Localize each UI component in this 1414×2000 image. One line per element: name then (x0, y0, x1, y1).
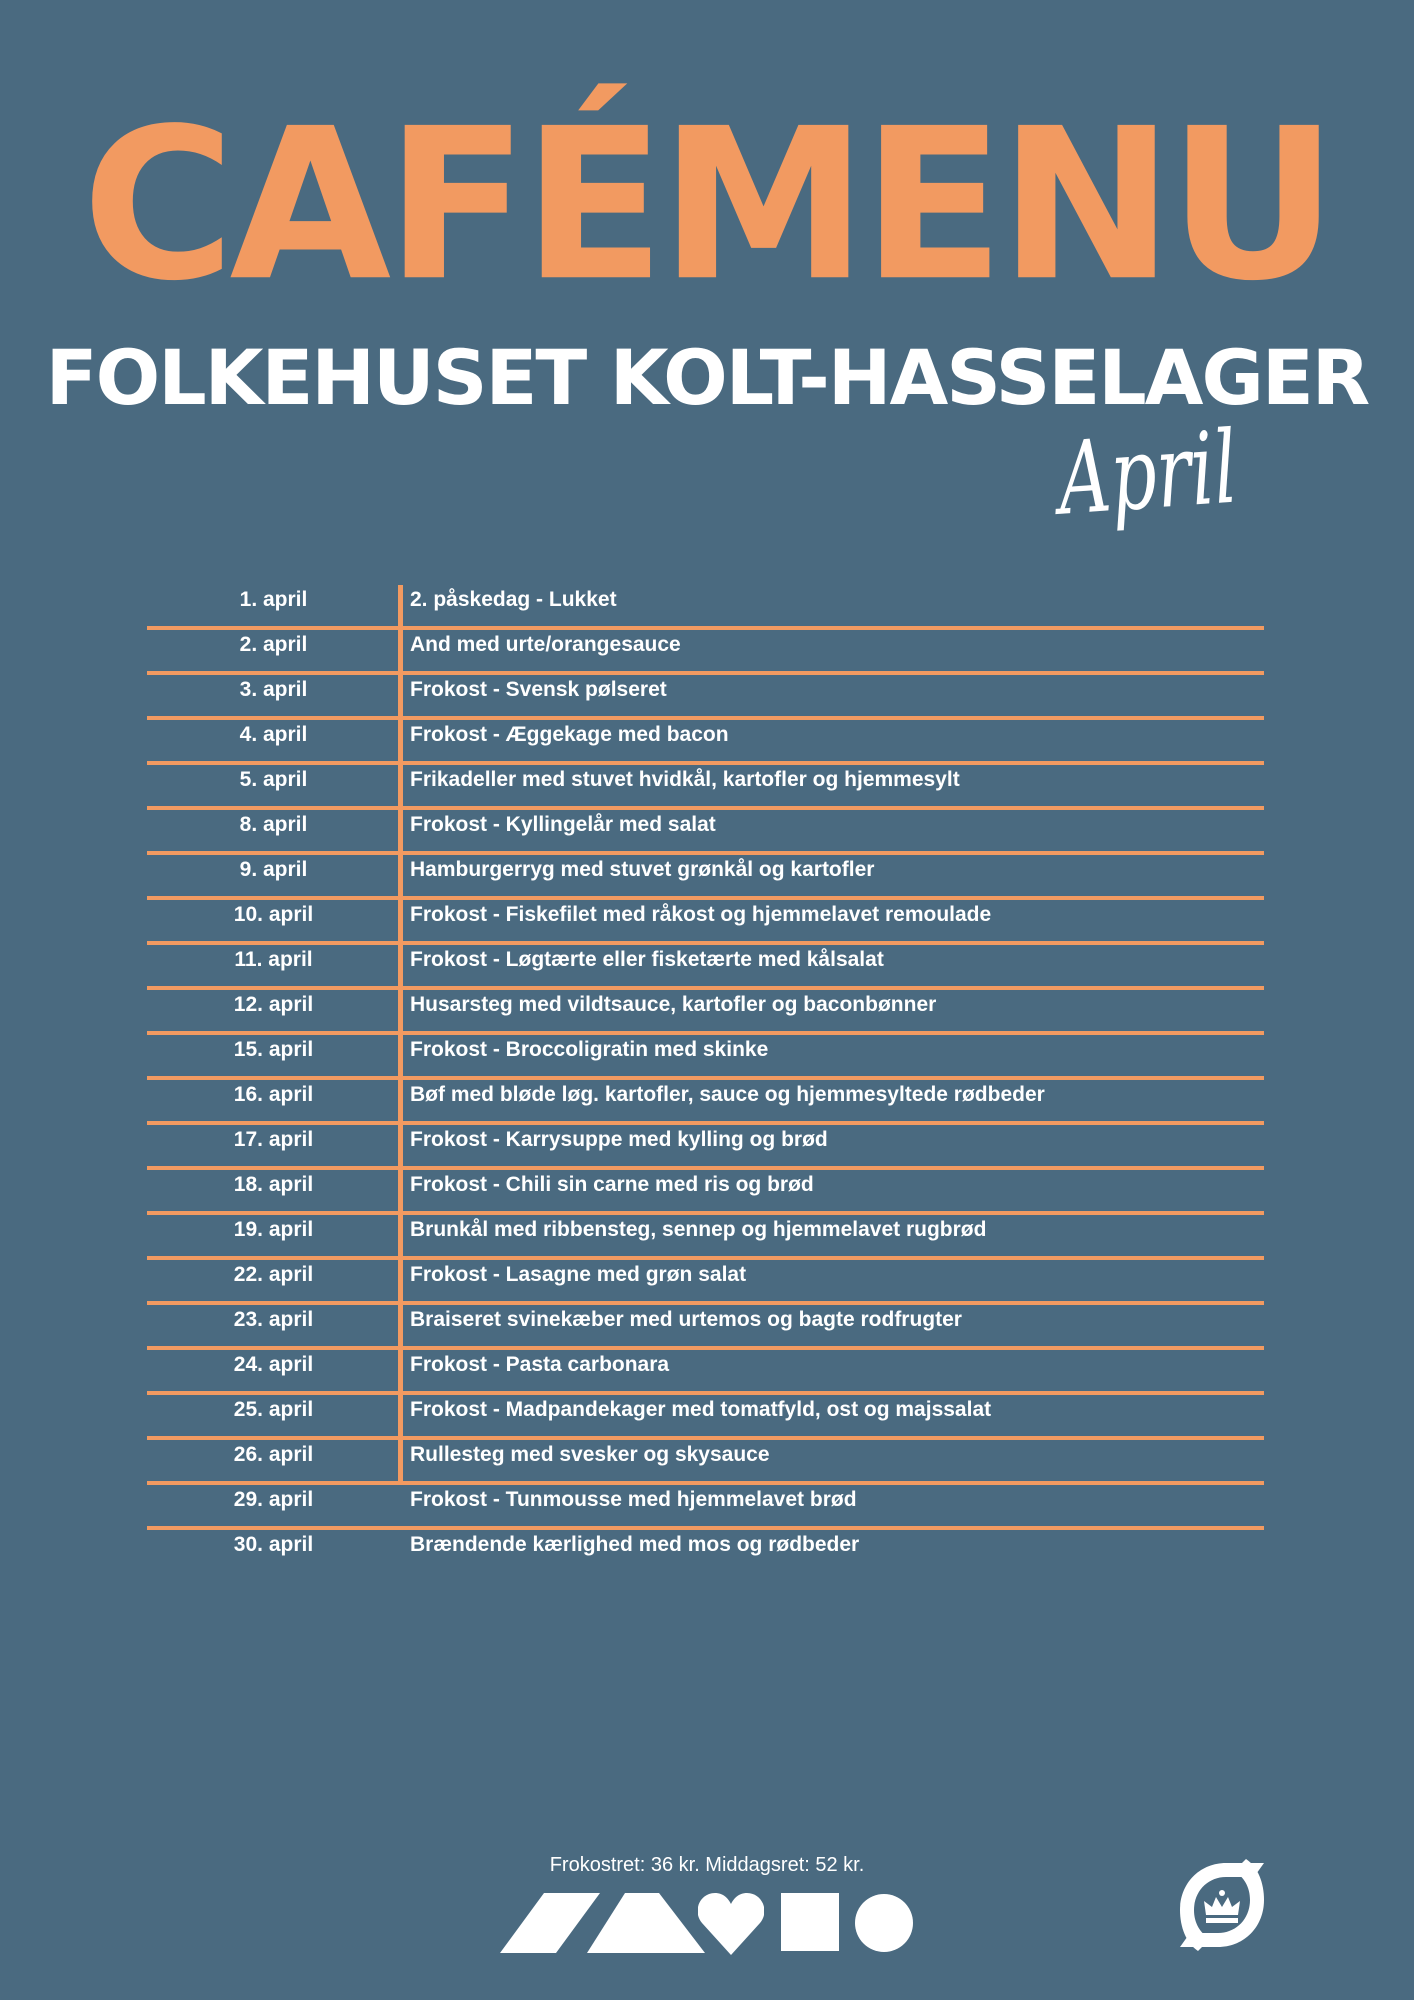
menu-dish: Bøf med bløde løg. kartofler, sauce og hjemmesyltede rødbeder (410, 1083, 1045, 1106)
menu-row (147, 1125, 1264, 1170)
menu-row (147, 630, 1264, 675)
trapezoid-icon (587, 1893, 707, 1953)
menu-date: 4. april (239, 723, 308, 746)
circle-icon (854, 1893, 914, 1953)
menu-row (147, 1170, 1264, 1215)
menu-dish: And med urte/orangesauce (410, 633, 681, 656)
month-label: April (1054, 408, 1241, 538)
menu-row (147, 990, 1264, 1035)
menu-dish: Frokost - Kyllingelår med salat (410, 813, 716, 836)
menu-date: 9. april (239, 858, 308, 881)
menu-date: 22. april (233, 1263, 314, 1286)
menu-date: 18. april (233, 1173, 314, 1196)
menu-dish: Frokost - Madpandekager med tomatfyld, ost og majssalat (410, 1398, 992, 1421)
organic-label-icon (1168, 1855, 1276, 1960)
menu-date: 17. april (233, 1128, 314, 1151)
menu-row (147, 1485, 1264, 1530)
menu-dish: Frokost - Løgtærte eller fisketærte med kålsalat (410, 948, 884, 971)
menu-row (147, 1215, 1264, 1260)
menu-date: 2. april (239, 633, 308, 656)
menu-dish: Frokost - Broccoligratin med skinke (410, 1038, 769, 1061)
menu-date: 23. april (233, 1308, 314, 1331)
heart-icon (698, 1893, 764, 1955)
menu-date: 16. april (233, 1083, 314, 1106)
menu-dish: Frokost - Svensk pølseret (410, 678, 667, 701)
menu-dish: Frokost - Fiskefilet med råkost og hjemmelavet remoulade (410, 903, 992, 926)
menu-row (147, 810, 1264, 855)
menu-row (147, 1080, 1264, 1125)
menu-dish: Frikadeller med stuvet hvidkål, kartofler og hjemmesylt (410, 768, 960, 791)
menu-dish: Hamburgerryg med stuvet grønkål og kartofler (410, 858, 875, 881)
menu-row (147, 945, 1264, 990)
parallelogram-icon (500, 1893, 600, 1953)
menu-date: 19. april (233, 1218, 314, 1241)
menu-row (147, 1440, 1264, 1485)
menu-row (147, 1395, 1264, 1440)
menu-row (147, 1260, 1264, 1305)
menu-date: 25. april (233, 1398, 314, 1421)
menu-dish: Frokost - Lasagne med grøn salat (410, 1263, 747, 1286)
menu-row (147, 675, 1264, 720)
menu-row (147, 720, 1264, 765)
menu-dish: Brunkål med ribbensteg, sennep og hjemmelavet rugbrød (410, 1218, 987, 1241)
menu-dish: Frokost - Tunmousse med hjemmelavet brød (410, 1488, 857, 1511)
menu-date: 30. april (233, 1533, 314, 1556)
menu-title: CAFÉMENU (81, 83, 1333, 327)
menu-dish: Braiseret svinekæber med urtemos og bagte rodfrugter (410, 1308, 962, 1331)
menu-row (147, 1035, 1264, 1080)
menu-date: 3. april (239, 678, 308, 701)
menu-dish: Rullesteg med svesker og skysauce (410, 1443, 770, 1466)
menu-dish: Brændende kærlighed med mos og rødbeder (410, 1533, 860, 1556)
menu-row (147, 1350, 1264, 1395)
square-icon (781, 1893, 839, 1951)
menu-dish: Frokost - Æggekage med bacon (410, 723, 729, 746)
menu-dish: Frokost - Karrysuppe med kylling og brød (410, 1128, 828, 1151)
menu-date: 29. april (233, 1488, 314, 1511)
menu-date: 10. april (233, 903, 314, 926)
menu-row (147, 585, 1264, 630)
price-note: Frokostret: 36 kr. Middagsret: 52 kr. (549, 1854, 865, 1876)
menu-row (147, 1530, 1264, 1571)
menu-row (147, 855, 1264, 900)
menu-row (147, 765, 1264, 810)
menu-date: 5. april (239, 768, 308, 791)
menu-date: 24. april (233, 1353, 314, 1376)
menu-date: 1. april (239, 588, 308, 611)
menu-row (147, 1305, 1264, 1350)
menu-dish: Frokost - Chili sin carne med ris og brød (410, 1173, 814, 1196)
menu-date: 11. april (234, 948, 313, 971)
venue-name: FOLKEHUSET KOLT-HASSELAGER (45, 333, 1369, 422)
menu-date: 12. april (233, 993, 314, 1016)
menu-dish: Husarsteg med vildtsauce, kartofler og baconbønner (410, 993, 937, 1016)
menu-row (147, 900, 1264, 945)
menu-dish: 2. påskedag - Lukket (410, 588, 617, 611)
menu-dish: Frokost - Pasta carbonara (410, 1353, 670, 1376)
menu-table (147, 585, 1264, 1571)
menu-date: 26. april (233, 1443, 314, 1466)
menu-date: 15. april (233, 1038, 314, 1061)
menu-date: 8. april (239, 813, 308, 836)
